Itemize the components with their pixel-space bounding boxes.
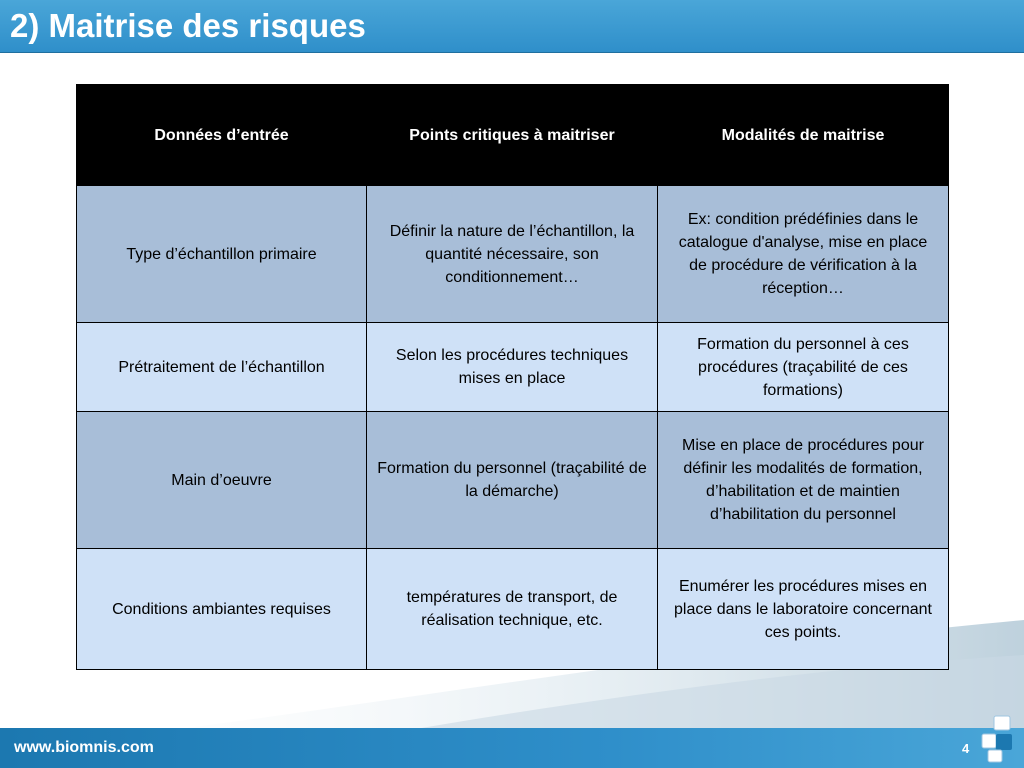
slide-title: 2) Maitrise des risques — [10, 7, 366, 44]
table-header-row — [77, 85, 949, 186]
header-control-methods: Modalités de maitrise — [658, 85, 949, 186]
table-row — [77, 412, 949, 549]
table-row — [77, 186, 949, 323]
cell-input: Prétraitement de l’échantillon — [77, 323, 367, 412]
biomnis-logo-icon — [980, 714, 1014, 764]
table-row — [77, 549, 949, 670]
header-critical-points: Points critiques à maitriser — [367, 85, 658, 186]
cell-critical: Selon les procédures techniques mises en place — [367, 323, 658, 412]
risk-table — [76, 84, 949, 670]
cell-input: Conditions ambiantes requises — [77, 549, 367, 670]
header-input: Données d’entrée — [77, 85, 367, 186]
cell-control: Mise en place de procédures pour définir les modalités de formation, d’habilitation et de maintien d’habilitation du personnel — [658, 412, 949, 549]
cell-control: Formation du personnel à ces procédures (traçabilité de ces formations) — [658, 323, 949, 412]
footer-url: www.biomnis.com — [14, 739, 154, 756]
page-number: 4 — [962, 741, 970, 756]
cell-control: Enumérer les procédures mises en place dans le laboratoire concernant ces points. — [658, 549, 949, 670]
cell-critical: Formation du personnel (traçabilité de la démarche) — [367, 412, 658, 549]
cell-input: Main d’oeuvre — [77, 412, 367, 549]
cell-input: Type d’échantillon primaire — [77, 186, 367, 323]
title-bar — [0, 0, 1024, 53]
cell-critical: Définir la nature de l’échantillon, la quantité nécessaire, son conditionnement… — [367, 186, 658, 323]
cell-critical: températures de transport, de réalisation technique, etc. — [367, 549, 658, 670]
table-row — [77, 323, 949, 412]
footer-bar — [0, 728, 1024, 768]
cell-control: Ex: condition prédéfinies dans le catalogue d'analyse, mise en place de procédure de vérification à la réception… — [658, 186, 949, 323]
